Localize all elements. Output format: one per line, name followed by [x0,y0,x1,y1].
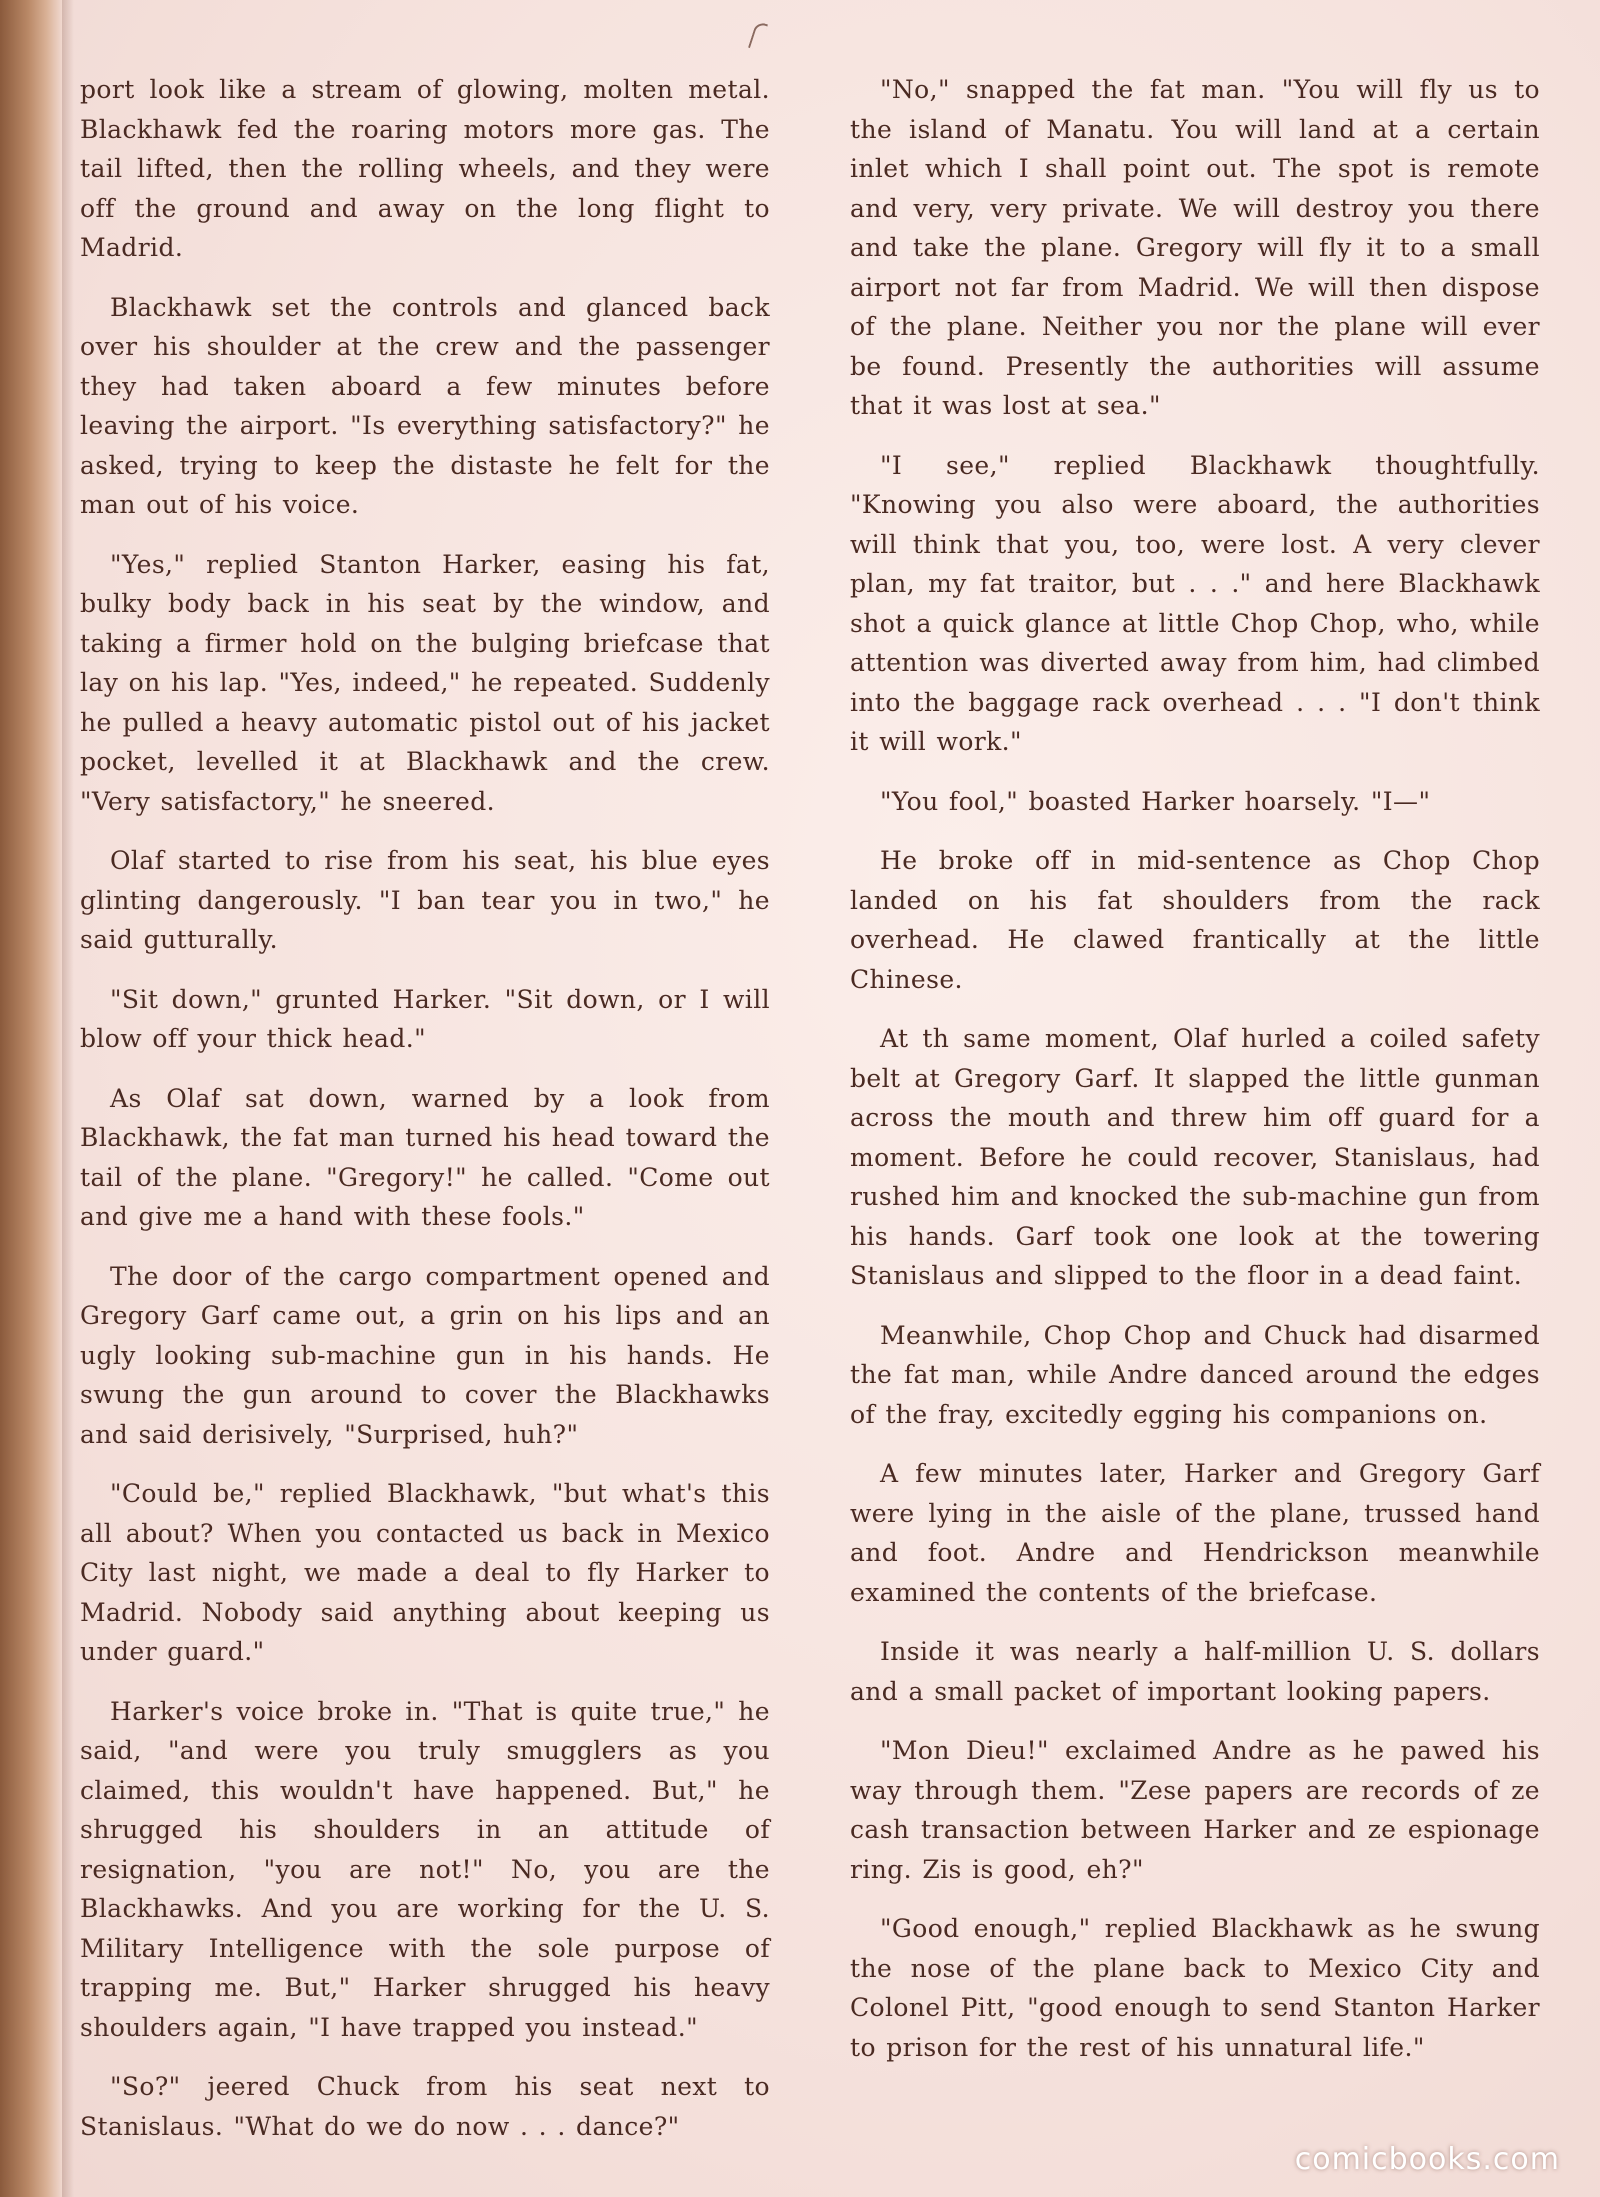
paragraph: "Good enough," replied Blackhawk as he swung the nose of the plane back to Mexico City and Colonel Pitt, "good enough to send Stanton Harker to prison for the rest of his unnatural life." [850,1914,1540,2062]
paragraph: port look like a stream of glowing, molten metal. Blackhawk fed the roaring motors more gas. The tail lifted, then the rolling wheels, and they were off the ground and away on the long flight to Madrid. [80,75,770,262]
paragraph: A few minutes later, Harker and Gregory Garf were lying in the aisle of the plane, trussed hand and foot. Andre and Hendrickson meanwhile examined the contents of the briefcase. [850,1459,1540,1607]
paragraph: Meanwhile, Chop Chop and Chuck had disarmed the fat man, while Andre danced around the edges of the fray, excitedly egging his companions on. [850,1320,1540,1429]
paragraph: At th same moment, Olaf hurled a coiled safety belt at Gregory Garf. It slapped the little gunman across the mouth and threw him off guard for a moment. Before he could recover, Stanislaus, had rushed him and knocked the sub-machine gun from his hands. Garf took one look at the towering Stanislaus and slipped to the floor in a dead faint. [850,1024,1540,1290]
paragraph: As Olaf sat down, warned by a look from Blackhawk, the fat man turned his head toward the tail of the plane. "Gregory!" he called. "Come out and give me a hand with these fools." [80,1083,770,1231]
site-watermark: comicbooks.com [1294,2142,1560,2177]
paragraph: "Mon Dieu!" exclaimed Andre as he pawed his way through them. "Zese papers are records of ze cash transaction between Harker and ze espionage ring. Zis is good, eh?" [850,1736,1540,1884]
paragraph: Blackhawk set the controls and glanced back over his shoulder at the crew and the passenger they had taken aboard a few minutes before leaving the airport. "Is everything satisfactory?" he asked, trying to keep the distaste he felt for the man out of his voice. [80,292,770,519]
paragraph: "Sit down," grunted Harker. "Sit down, or I will blow off your thick head." [80,984,770,1053]
paragraph: "Could be," replied Blackhawk, "but what's this all about? When you contacted us back in Mexico City last night, we made a deal to fly Harker to Madrid. Nobody said anything about keeping us under guard." [80,1479,770,1666]
right-column [850,70,1540,2087]
paragraph: Olaf started to rise from his seat, his blue eyes glinting dangerously. "I ban tear you in two," he said gutturally. [80,846,770,954]
paragraph: The door of the cargo compartment opened and Gregory Garf came out, a grin on his lips and an ugly looking sub-machine gun in his hands. He swung the gun around to cover the Blackhawks and said derisively, "Surprised, huh?" [80,1261,770,1449]
paragraph: "You fool," boasted Harker hoarsely. "I—" [880,786,1431,816]
binding-shadow [62,0,74,2197]
paragraph: Inside it was nearly a half-million U. S. dollars and a small packet of important looking papers. [850,1637,1540,1706]
paragraph: "I see," replied Blackhawk thoughtfully. "Knowing you also were aboard, the authorities will think that you, too, were lost. A very clever plan, my fat traitor, but . . ." and here Blackhawk shot a quick glance at little Chop Chop, who, while attention was diverted away from him, had climbed into the baggage rack overhead . . . "I don't think it will work." [850,450,1540,756]
paragraph: Harker's voice broke in. "That is quite true," he said, "and were you truly smugglers as you claimed, this wouldn't have happened. But," he shrugged his shoulders in an attitude of resignation, "you are not!" No, you are the Blackhawks. And you are working for the U. S. Military Intelligence with the sole purpose of trapping me. But," Harker shrugged his heavy shoulders again, "I have trapped you instead." [80,1696,770,2042]
paragraph: "Yes," replied Stanton Harker, easing his fat, bulky body back in his seat by the window, and taking a firmer hold on the bulging briefcase that lay on his lap. "Yes, indeed," he repeated. Suddenly he pulled a heavy automatic pistol out of his jacket pocket, levelled it at Blackhawk and the crew. "Very satisfactory," he sneered. [80,549,770,816]
paragraph: "No," snapped the fat man. "You will fly us to the island of Manatu. You will land at a certain inlet which I shall point out. The spot is remote and very, very private. We will destroy you there and take the plane. Gregory will fly it to a small airport not far from Madrid. We will then dispose of the plane. Neither you nor the plane will ever be found. Presently the authorities will assume that it was lost at sea." [850,75,1540,420]
left-column [80,70,770,2166]
paragraph: He broke off in mid-sentence as Chop Chop landed on his fat shoulders from the rack overhead. He clawed frantically at the little Chinese. [850,846,1540,994]
pen-mark [748,21,768,51]
paragraph: "So?" jeered Chuck from his seat next to Stanislaus. "What do we do now . . . dance?" [80,2072,770,2141]
page-binding [0,0,62,2197]
